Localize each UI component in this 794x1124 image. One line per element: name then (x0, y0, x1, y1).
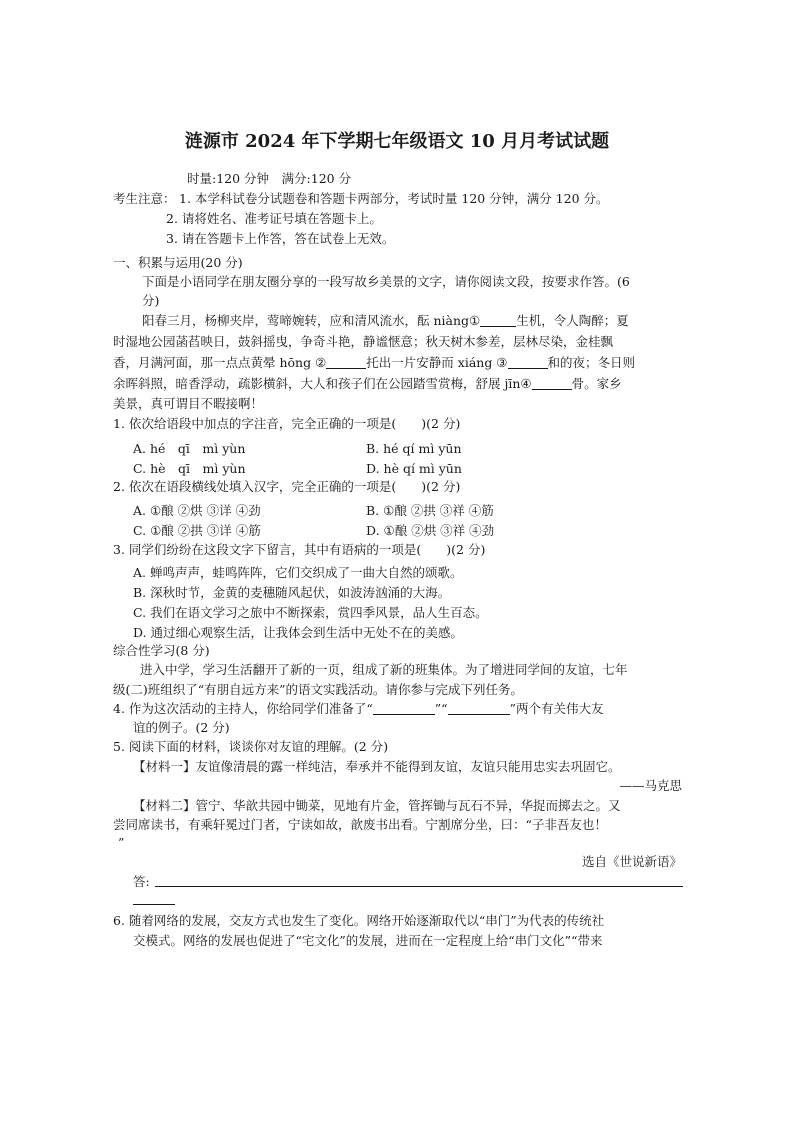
q1-option-c: C. hè qī mì yùn (133, 461, 246, 476)
q5-answer-line[interactable] (155, 886, 683, 887)
q3-option-b: B. 深秋时节，金黄的麦穗随风起伏，如波涛汹涌的大海。 (133, 585, 451, 600)
q5-material1: 【材料一】友谊像清晨的露一样纯洁，奉承并不能得到友谊，友谊只能用忠实去巩固它。 (133, 759, 621, 774)
notice-item-3: 3. 请在答题卡上作答，答在试卷上无效。 (166, 231, 395, 246)
q5-material2-line3: ” (118, 835, 125, 850)
q5-material1-source: ——马克思 (619, 778, 682, 793)
passage-line1-text-b: 生机，令人陶醉；夏 (516, 313, 629, 328)
blank-4 (532, 376, 572, 390)
q5-answer-label: 答: (133, 874, 150, 889)
blank-2 (326, 355, 366, 369)
passage-line1-text-a: 阳春三月，杨柳夹岸，莺啼婉转，应和清风流水，酝 niàng① (142, 313, 481, 328)
q5-material2-source: 选自《世说新语》 (581, 854, 682, 869)
exam-title: 涟源市 2024 年下学期七年级语文 10 月月考试试题 (184, 131, 610, 152)
q4-line1 (113, 700, 603, 718)
q5-answer-line-tail[interactable] (133, 904, 175, 905)
q4-blank-2 (448, 701, 510, 715)
q5-material2-line2: 尝同席读书，有乘轩冕过门者，宁读如故，歆废书出看。宁割席分坐，曰：“子非吾友也！ (113, 817, 607, 832)
blank-1 (480, 313, 516, 327)
section2-intro-line2: 级(二)班组织了“有朋自远方来”的语文实践活动。请你参与完成下列任务。 (113, 682, 524, 697)
q6-line1: 6. 随着网络的发展，交友方式也发生了变化。网络开始逐渐取代以“串门”为代表的传统社 (113, 913, 605, 928)
q1-option-d: D. hè qí mì yūn (366, 461, 462, 476)
notice-label: 考生注意： (113, 191, 176, 206)
q4-text-c: ”两个有关伟大友 (509, 701, 604, 716)
exam-meta: 时量:120 分钟 满分:120 分 (187, 171, 352, 186)
q2-option-c: C. ①酿 ②拱 ③详 ④筋 (133, 523, 261, 538)
q5-material2-line1: 【材料二】管宁、华歆共园中锄菜，见地有片金，管挥锄与瓦石不异，华捉而掷去之。又 (133, 798, 621, 813)
passage-line3-text-b: 托出一片安静而 xiáng ③ (366, 355, 508, 370)
passage-line4-text-a: 余晖斜照，暗香浮动，疏影横斜，大人和孩子们在公园踏雪赏梅，舒展 jīn④ (113, 376, 532, 391)
q6-line2: 交模式。网络的发展也促进了“宅文化”的发展，进而在一定程度上给“串门文化”“带来 (133, 933, 603, 948)
q4-blank-1 (373, 701, 435, 715)
q2-option-d: D. ①酿 ②烘 ③祥 ④劲 (366, 523, 495, 538)
q3-stem: 3. 同学们纷纷在这段文字下留言，其中有语病的一项是( )(2 分) (113, 542, 486, 557)
blank-3 (508, 355, 548, 369)
passage-line4-text-b: 骨。家乡 (571, 376, 622, 391)
q3-option-c: C. 我们在语文学习之旅中不断探索，赏四季风景，品人生百态。 (133, 605, 488, 620)
q1-stem: 1. 依次给语段中加点的字注音，完全正确的一项是( )(2 分) (113, 416, 461, 431)
q3-option-d: D. 通过细心观察生活，让我体会到生活中无处不在的美感。 (133, 625, 464, 640)
q2-option-a: A. ①酿 ②烘 ③详 ④劲 (133, 503, 261, 518)
section2-heading: 综合性学习(8 分) (113, 643, 210, 658)
notice-item-2: 2. 请将姓名、准考证号填在答题卡上。 (166, 211, 382, 226)
section2-intro-line1: 进入中学，学习生活翻开了新的一页，组成了新的班集体。为了增进同学间的友谊，七年 (140, 662, 628, 677)
q5-stem: 5. 阅读下面的材料，谈谈你对友谊的理解。(2 分) (113, 739, 389, 754)
q4-line2: 谊的例子。(2 分) (133, 720, 230, 735)
q2-option-b: B. ①酿 ②拱 ③祥 ④筋 (366, 503, 494, 518)
q4-text-a: 4. 作为这次活动的主持人，你给同学们准备了“ (113, 701, 373, 716)
q4-text-b: ”“ (434, 701, 448, 716)
section1-intro-line2: 分) (142, 293, 160, 308)
passage-line1 (142, 312, 629, 330)
passage-line5: 美景，真可谓目不暇接啊！ (113, 396, 264, 411)
q3-option-a: A. 蝉鸣声声，蛙鸣阵阵，它们交织成了一曲大自然的颂歌。 (133, 565, 463, 580)
passage-line3-text-a: 香，月满河面，那一点点黄晕 hōng ② (113, 355, 327, 370)
q1-option-b: B. hé qí mì yūn (366, 441, 462, 456)
passage-line3-text-c: 和的夜；冬日则 (547, 355, 636, 370)
q2-stem: 2. 依次在语段横线处填入汉字，完全正确的一项是( )(2 分) (113, 479, 461, 494)
section1-heading: 一、积累与运用(20 分) (113, 255, 243, 270)
notice-item-1: 1. 本学科试卷分试题卷和答题卡两部分，考试时量 120 分钟，满分 120 分。 (179, 191, 609, 206)
section1-intro-line1: 下面是小语同学在朋友圈分享的一段写故乡美景的文字，请你阅读文段，按要求作答。(6 (142, 274, 630, 289)
passage-line3 (113, 354, 635, 372)
passage-line2: 时湿地公园菡萏映日，鼓斜摇曳，争奇斗艳，静谧惬意；秋天树木参差，层林尽染，金桂飘 (113, 334, 614, 349)
passage-line4 (113, 375, 622, 393)
q1-option-a: A. hé qī mì yùn (133, 441, 246, 456)
